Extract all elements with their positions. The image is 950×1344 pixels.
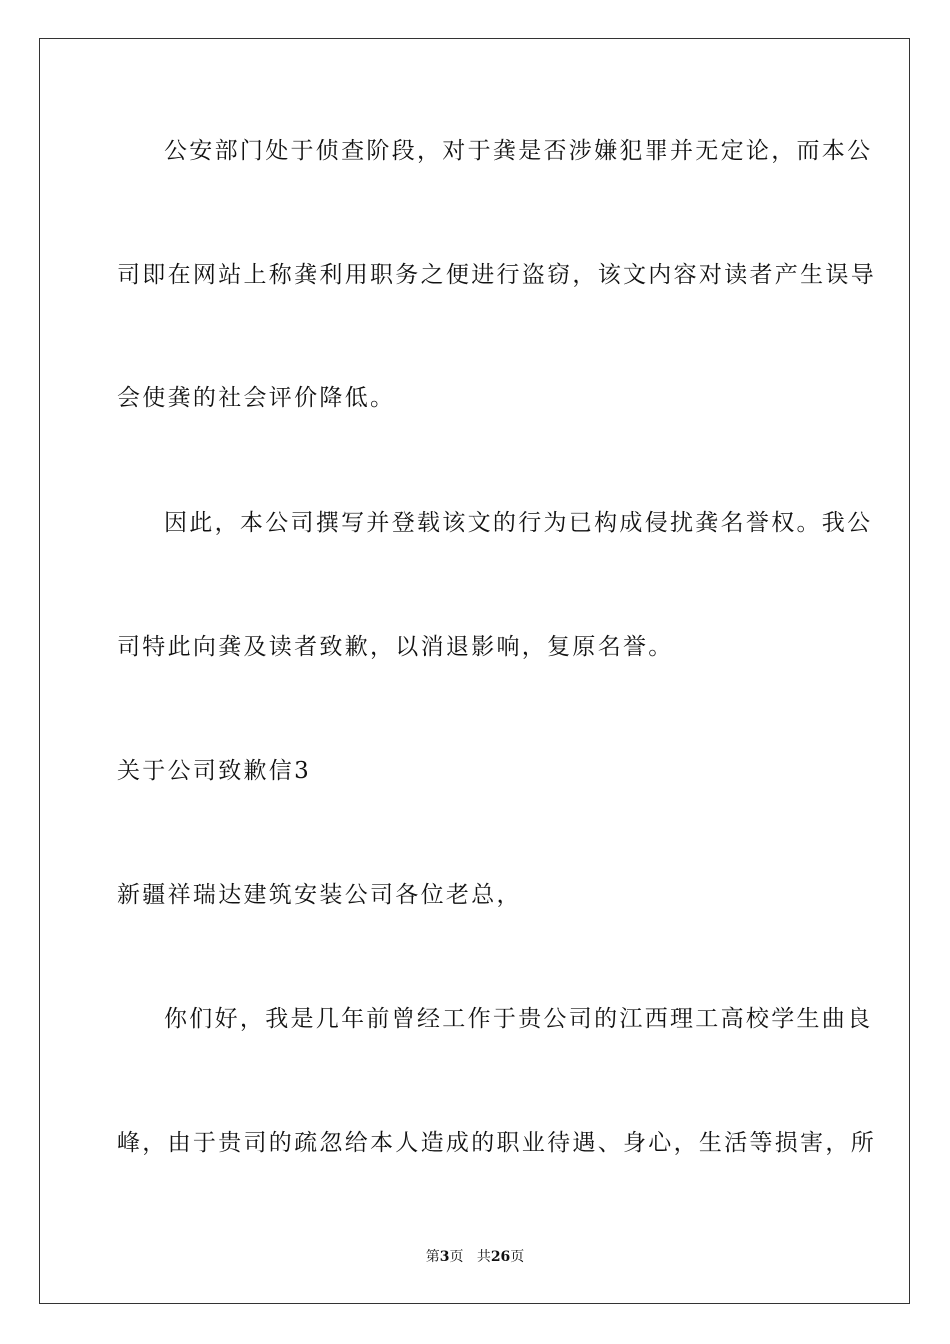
section-heading: 关于公司致歉信3 (117, 758, 312, 784)
paragraph-line: 峰，由于贵司的疏忽给本人造成的职业待遇、身心，生活等损害，所 (117, 1130, 876, 1156)
paragraph-line: 司即在网站上称龚利用职务之便进行盗窃，该文内容对读者产生误导 (117, 262, 876, 288)
page-number: 3 (439, 1249, 450, 1265)
paragraph-line: 会使龚的社会评价降低。 (117, 385, 396, 411)
page-border (39, 38, 910, 1304)
paragraph-line: 因此，本公司撰写并登载该文的行为已构成侵扰龚名誉权。我公 (164, 510, 873, 536)
total-pages: 26 (490, 1249, 511, 1265)
page-label-suffix: 页 (449, 1249, 464, 1265)
page-label-prefix: 第 (425, 1249, 440, 1265)
total-label-suffix: 页 (510, 1249, 525, 1265)
paragraph-line: 司特此向龚及读者致歉，以消退影响，复原名誉。 (117, 634, 674, 660)
salutation: 新疆祥瑞达建筑安装公司各位老总， (117, 882, 522, 908)
paragraph-line: 你们好，我是几年前曾经工作于贵公司的江西理工高校学生曲良 (164, 1006, 873, 1032)
total-label-prefix: 共 (476, 1249, 491, 1265)
page-footer (0, 1248, 950, 1266)
paragraph-line: 公安部门处于侦查阶段，对于龚是否涉嫌犯罪并无定论，而本公 (164, 138, 873, 164)
